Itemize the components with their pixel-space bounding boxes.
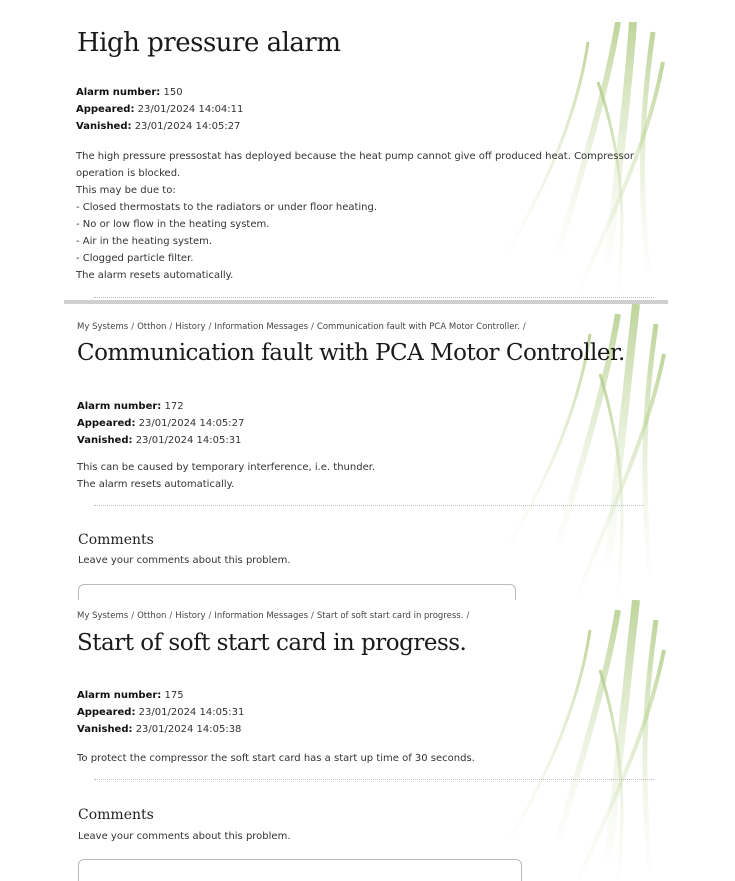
page-title: High pressure alarm	[77, 28, 341, 58]
description-line: The alarm resets automatically.	[77, 479, 235, 490]
breadcrumb-my-systems[interactable]: My Systems	[77, 611, 129, 621]
description-line: The high pressure pressostat has deployed because the heat pump cannot give off produced heat. Compressor	[76, 151, 634, 162]
breadcrumb-separator: /	[208, 611, 212, 621]
breadcrumb-current[interactable]: Communication fault with PCA Motor Controller.	[316, 322, 520, 332]
dotted-divider	[94, 297, 654, 298]
breadcrumb-separator: /	[131, 611, 135, 621]
alarm-number-value: 172	[164, 401, 184, 412]
page-title: Start of soft start card in progress.	[77, 630, 467, 656]
breadcrumb-separator: /	[522, 322, 526, 332]
comments-subtitle: Leave your comments about this problem.	[78, 831, 291, 842]
vanished-label: Vanished:	[76, 121, 132, 132]
breadcrumb-history[interactable]: History	[175, 322, 206, 332]
alarm-meta	[76, 84, 243, 135]
description-line: This can be caused by temporary interference, i.e. thunder.	[77, 462, 376, 473]
comments-subtitle: Leave your comments about this problem.	[78, 555, 291, 566]
alarm-number-value: 150	[163, 87, 183, 98]
grass-decoration	[468, 600, 668, 881]
breadcrumb-current[interactable]: Start of soft start card in progress.	[316, 611, 464, 621]
breadcrumb-separator: /	[208, 322, 212, 332]
comments-heading: Comments	[78, 807, 154, 823]
dotted-divider	[94, 779, 654, 780]
comment-input[interactable]	[78, 859, 522, 881]
alarm-number-label: Alarm number:	[77, 401, 162, 412]
alarm-number-label: Alarm number:	[76, 87, 161, 98]
vanished-label: Vanished:	[77, 724, 133, 735]
breadcrumb-separator: /	[131, 322, 135, 332]
description-line: This may be due to:	[76, 185, 176, 196]
appeared-label: Appeared:	[77, 707, 136, 718]
vanished-value: 23/01/2024 14:05:27	[134, 121, 241, 132]
breadcrumb-otthon[interactable]: Otthon	[137, 611, 167, 621]
alarm-description	[77, 750, 657, 767]
alarm-description	[76, 148, 666, 284]
appeared-value: 23/01/2024 14:05:27	[138, 418, 245, 429]
breadcrumb	[77, 322, 529, 332]
description-line: To protect the compressor the soft start card has a start up time of 30 seconds.	[77, 753, 475, 764]
description-line: The alarm resets automatically.	[76, 270, 234, 281]
breadcrumb-history[interactable]: History	[175, 611, 206, 621]
vanished-value: 23/01/2024 14:05:38	[135, 724, 242, 735]
vanished-value: 23/01/2024 14:05:31	[135, 435, 242, 446]
breadcrumb-information-messages[interactable]: Information Messages	[214, 322, 309, 332]
description-line: - No or low flow in the heating system.	[76, 219, 270, 230]
description-line: - Closed thermostats to the radiators or under floor heating.	[76, 202, 378, 213]
alarm-number-value: 175	[164, 690, 184, 701]
dotted-divider	[94, 505, 644, 506]
alarm-meta	[77, 687, 244, 738]
alarm-panel-pca-communication	[64, 304, 668, 600]
breadcrumb-otthon[interactable]: Otthon	[137, 322, 167, 332]
appeared-value: 23/01/2024 14:04:11	[137, 104, 244, 115]
appeared-label: Appeared:	[76, 104, 135, 115]
breadcrumb-separator: /	[311, 611, 314, 621]
breadcrumb-separator: /	[169, 322, 173, 332]
breadcrumb-separator: /	[169, 611, 173, 621]
appeared-value: 23/01/2024 14:05:31	[138, 707, 245, 718]
breadcrumb	[77, 611, 472, 621]
alarm-description	[77, 459, 657, 493]
comment-input[interactable]	[78, 584, 516, 600]
comments-heading: Comments	[78, 532, 154, 548]
description-line: operation is blocked.	[76, 168, 181, 179]
breadcrumb-information-messages[interactable]: Information Messages	[214, 611, 309, 621]
description-line: - Clogged particle filter.	[76, 253, 194, 264]
alarm-number-label: Alarm number:	[77, 690, 162, 701]
alarm-panel-high-pressure	[64, 22, 668, 300]
breadcrumb-separator: /	[466, 611, 470, 621]
page-title: Communication fault with PCA Motor Controller.	[77, 340, 625, 366]
alarm-meta	[77, 398, 244, 449]
breadcrumb-separator: /	[311, 322, 314, 332]
breadcrumb-my-systems[interactable]: My Systems	[77, 322, 129, 332]
alarm-panel-soft-start	[64, 600, 668, 881]
vanished-label: Vanished:	[77, 435, 133, 446]
description-line: - Air in the heating system.	[76, 236, 213, 247]
appeared-label: Appeared:	[77, 418, 136, 429]
